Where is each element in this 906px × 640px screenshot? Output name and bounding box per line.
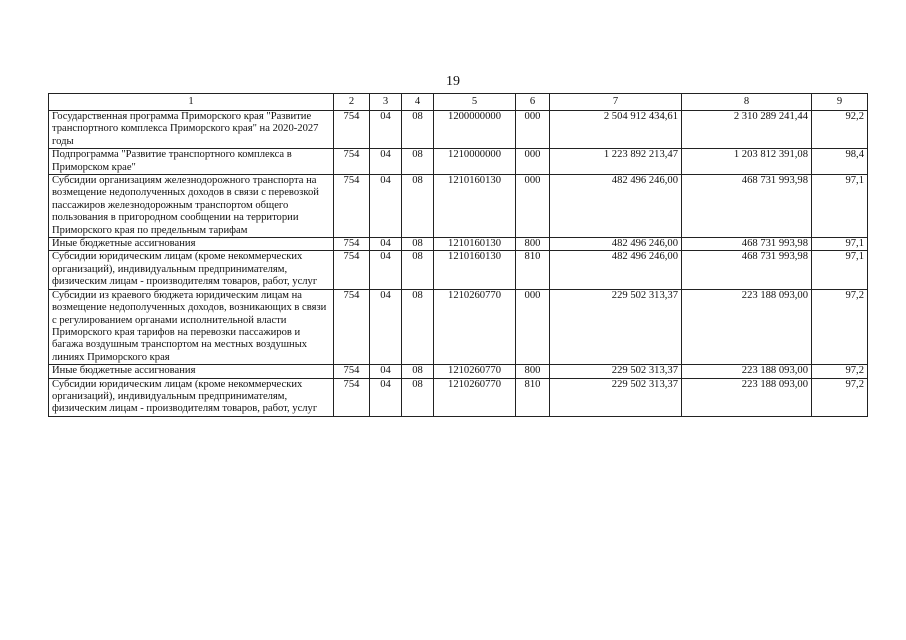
table-row: [49, 149, 868, 175]
expense-type-cell: 810: [516, 378, 550, 416]
executed-amount-cell: 223 188 093,00: [682, 365, 812, 378]
section-code-cell: 04: [370, 149, 402, 175]
executed-amount-cell: 223 188 093,00: [682, 378, 812, 416]
section-code-cell: 04: [370, 175, 402, 238]
row-name-cell: Субсидии юридическим лицам (кроме некоммерческих организаций), индивидуальным предпринимателям, физическим лицам - производителям товаров, работ, услуг: [49, 378, 334, 416]
expense-type-cell: 800: [516, 365, 550, 378]
ministry-code-cell: 754: [334, 111, 370, 149]
column-header: 9: [812, 94, 868, 111]
percent-cell: 97,2: [812, 365, 868, 378]
target-article-cell: 1210260770: [434, 289, 516, 364]
budget-table: [48, 93, 868, 417]
ministry-code-cell: 754: [334, 175, 370, 238]
executed-amount-cell: 1 203 812 391,08: [682, 149, 812, 175]
section-code-cell: 04: [370, 238, 402, 251]
ministry-code-cell: 754: [334, 365, 370, 378]
planned-amount-cell: 482 496 246,00: [550, 238, 682, 251]
column-header: 8: [682, 94, 812, 111]
table-row: [49, 238, 868, 251]
row-name-cell: Субсидии юридическим лицам (кроме некоммерческих организаций), индивидуальным предпринимателям, физическим лицам - производителям товаров, работ, услуг: [49, 251, 334, 289]
section-code-cell: 04: [370, 378, 402, 416]
executed-amount-cell: 223 188 093,00: [682, 289, 812, 364]
row-name-cell: Государственная программа Приморского края "Развитие транспортного комплекса Приморского края" на 2020-2027 годы: [49, 111, 334, 149]
target-article-cell: 1210000000: [434, 149, 516, 175]
ministry-code-cell: 754: [334, 251, 370, 289]
percent-cell: 97,2: [812, 289, 868, 364]
section-code-cell: 04: [370, 251, 402, 289]
subsection-code-cell: 08: [402, 365, 434, 378]
ministry-code-cell: 754: [334, 289, 370, 364]
target-article-cell: 1210260770: [434, 365, 516, 378]
table-row: [49, 175, 868, 238]
percent-cell: 97,1: [812, 175, 868, 238]
target-article-cell: 1200000000: [434, 111, 516, 149]
table-row: [49, 378, 868, 416]
column-header: 6: [516, 94, 550, 111]
expense-type-cell: 000: [516, 175, 550, 238]
executed-amount-cell: 468 731 993,98: [682, 238, 812, 251]
target-article-cell: 1210260770: [434, 378, 516, 416]
column-header: 4: [402, 94, 434, 111]
ministry-code-cell: 754: [334, 149, 370, 175]
section-code-cell: 04: [370, 365, 402, 378]
percent-cell: 97,1: [812, 238, 868, 251]
percent-cell: 97,1: [812, 251, 868, 289]
table-row: [49, 251, 868, 289]
expense-type-cell: 810: [516, 251, 550, 289]
planned-amount-cell: 229 502 313,37: [550, 365, 682, 378]
row-name-cell: Подпрограмма "Развитие транспортного комплекса в Приморском крае": [49, 149, 334, 175]
ministry-code-cell: 754: [334, 378, 370, 416]
subsection-code-cell: 08: [402, 149, 434, 175]
planned-amount-cell: 229 502 313,37: [550, 289, 682, 364]
page-number: 19: [446, 74, 460, 89]
ministry-code-cell: 754: [334, 238, 370, 251]
percent-cell: 97,2: [812, 378, 868, 416]
planned-amount-cell: 1 223 892 213,47: [550, 149, 682, 175]
table-row: [49, 111, 868, 149]
executed-amount-cell: 468 731 993,98: [682, 175, 812, 238]
subsection-code-cell: 08: [402, 175, 434, 238]
subsection-code-cell: 08: [402, 378, 434, 416]
planned-amount-cell: 2 504 912 434,61: [550, 111, 682, 149]
subsection-code-cell: 08: [402, 289, 434, 364]
subsection-code-cell: 08: [402, 238, 434, 251]
planned-amount-cell: 482 496 246,00: [550, 175, 682, 238]
planned-amount-cell: 229 502 313,37: [550, 378, 682, 416]
row-name-cell: Иные бюджетные ассигнования: [49, 365, 334, 378]
target-article-cell: 1210160130: [434, 238, 516, 251]
section-code-cell: 04: [370, 289, 402, 364]
column-header: 2: [334, 94, 370, 111]
expense-type-cell: 000: [516, 289, 550, 364]
executed-amount-cell: 468 731 993,98: [682, 251, 812, 289]
expense-type-cell: 800: [516, 238, 550, 251]
subsection-code-cell: 08: [402, 251, 434, 289]
percent-cell: 98,4: [812, 149, 868, 175]
planned-amount-cell: 482 496 246,00: [550, 251, 682, 289]
column-header: 1: [49, 94, 334, 111]
target-article-cell: 1210160130: [434, 175, 516, 238]
column-header: 3: [370, 94, 402, 111]
executed-amount-cell: 2 310 289 241,44: [682, 111, 812, 149]
row-name-cell: Иные бюджетные ассигнования: [49, 238, 334, 251]
column-header: 7: [550, 94, 682, 111]
expense-type-cell: 000: [516, 149, 550, 175]
row-name-cell: Субсидии из краевого бюджета юридическим лицам на возмещение недополученных доходов, возникающих в связи с регулированием органами исполнительной власти Приморского края тарифов на перевозки пассажиров и багажа воздушным транспортом на местных воздушных линиях Приморского края: [49, 289, 334, 364]
table-header-row: [49, 94, 868, 111]
percent-cell: 92,2: [812, 111, 868, 149]
table-row: [49, 365, 868, 378]
row-name-cell: Субсидии организациям железнодорожного транспорта на возмещение недополученных доходов в связи с перевозкой пассажиров железнодорожным транспортом общего пользования в пригородном сообщении на территории Приморского края по предельным тарифам: [49, 175, 334, 238]
table-row: [49, 289, 868, 364]
section-code-cell: 04: [370, 111, 402, 149]
target-article-cell: 1210160130: [434, 251, 516, 289]
column-header: 5: [434, 94, 516, 111]
subsection-code-cell: 08: [402, 111, 434, 149]
expense-type-cell: 000: [516, 111, 550, 149]
